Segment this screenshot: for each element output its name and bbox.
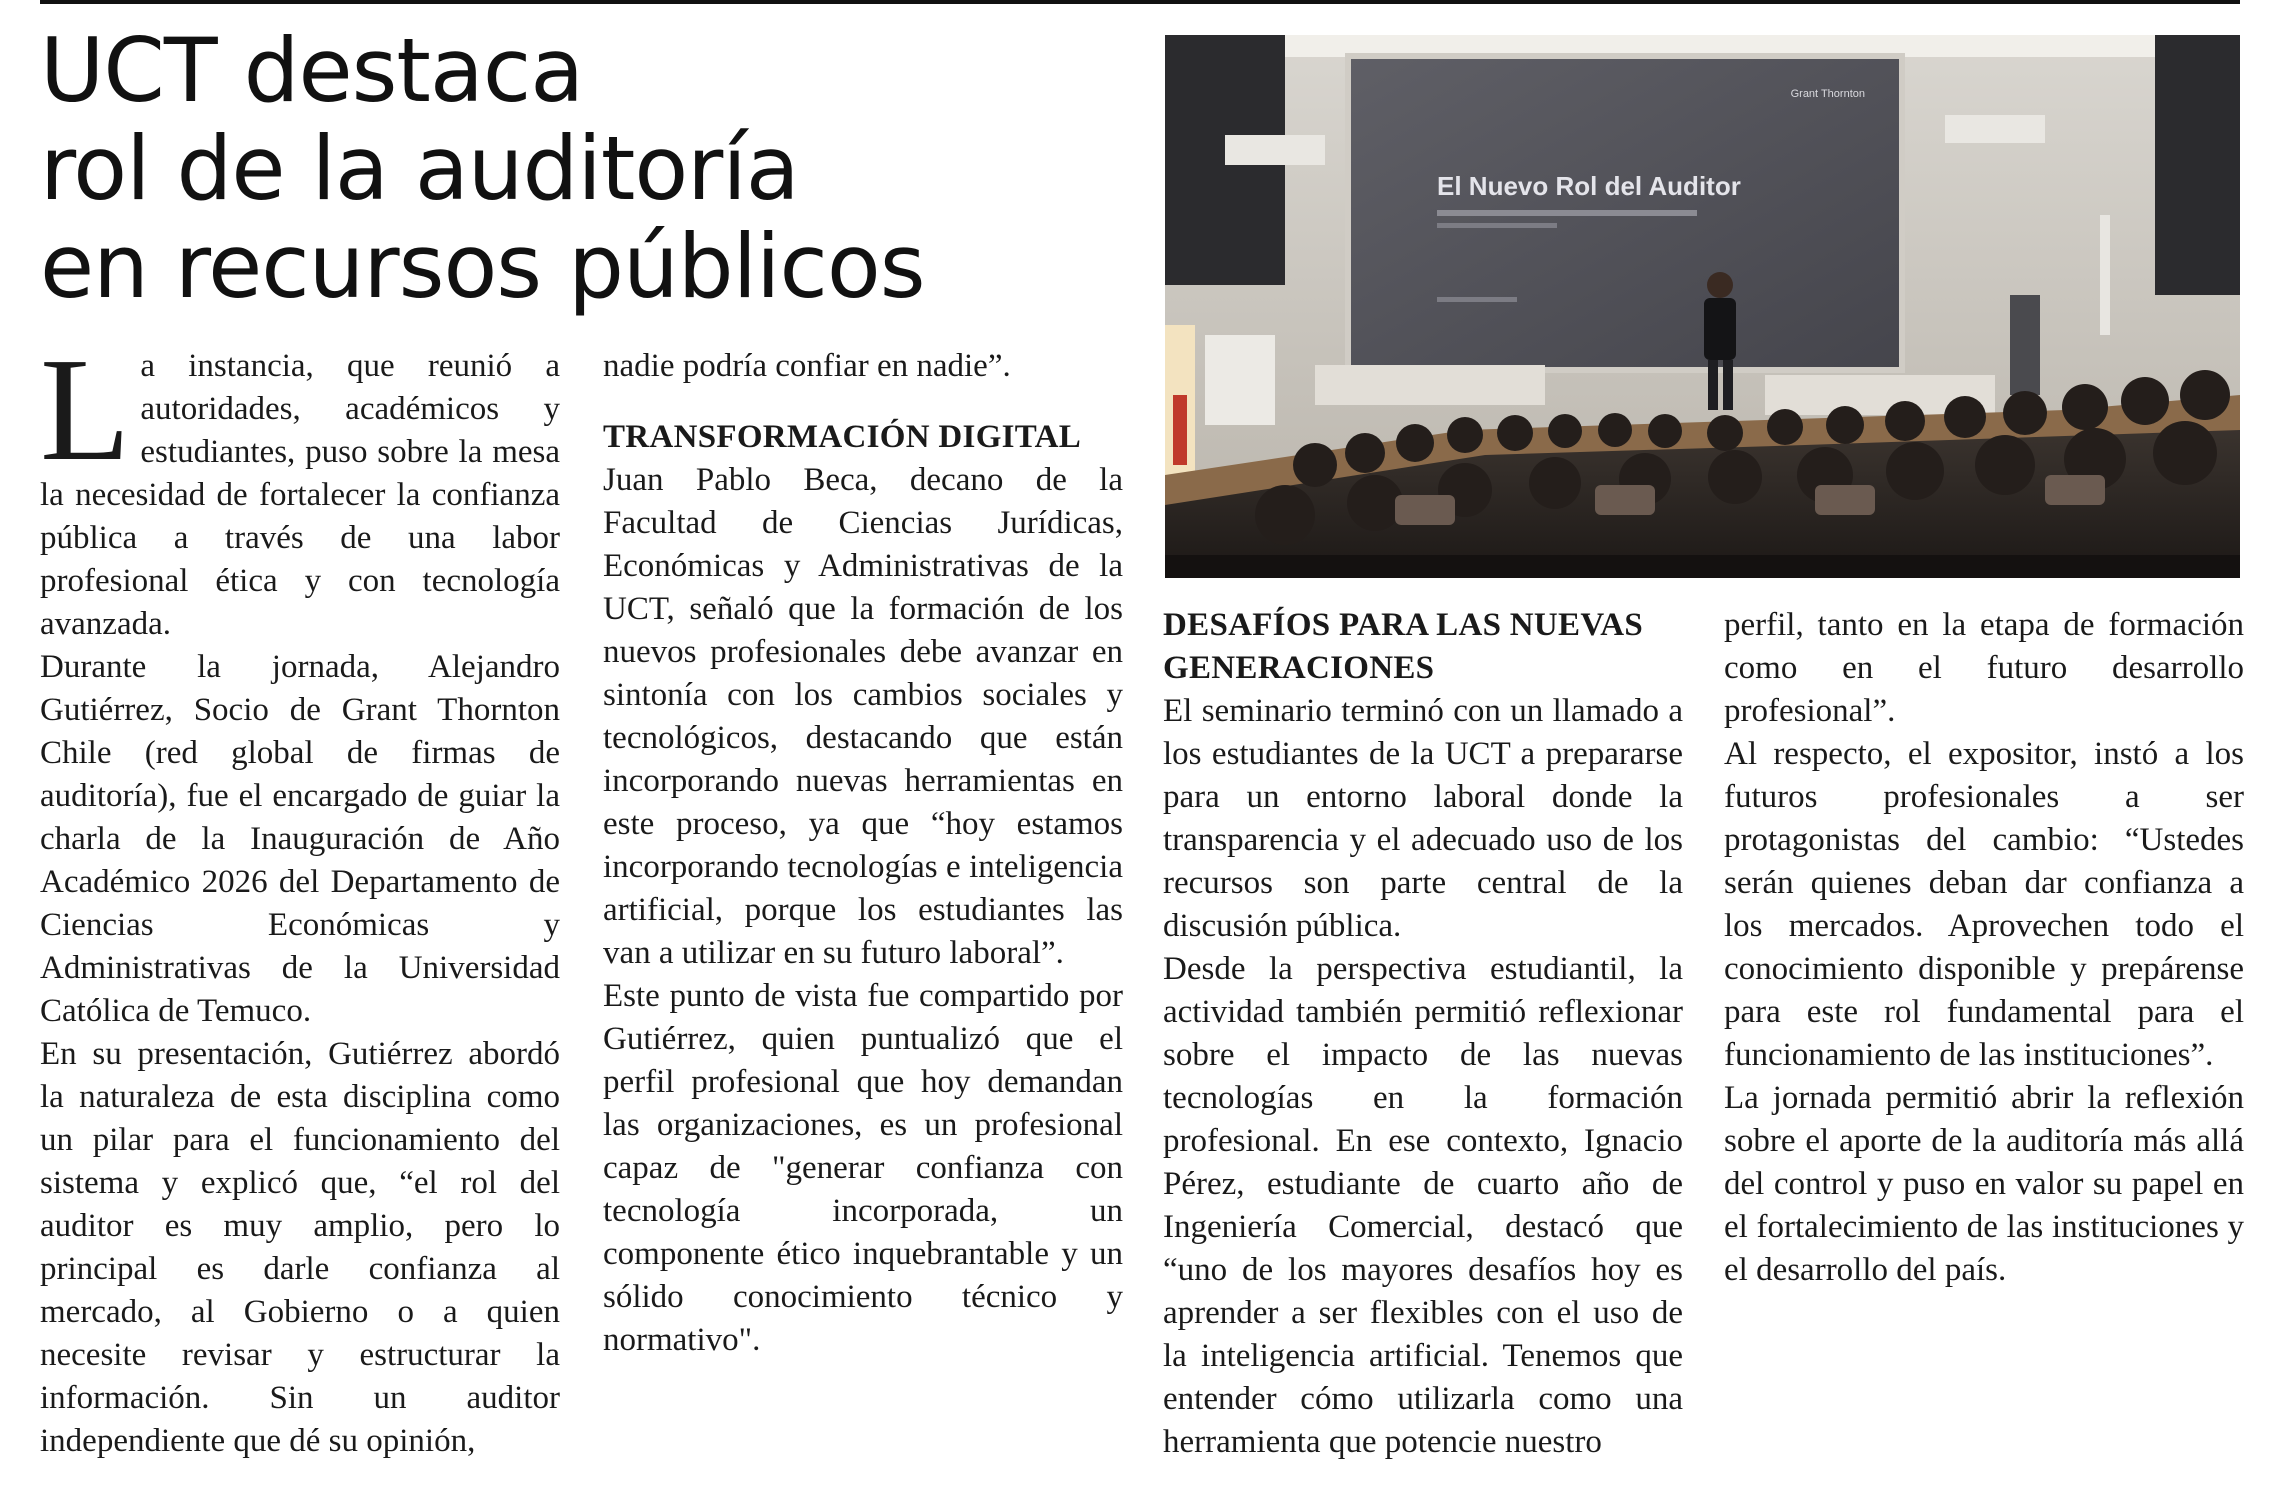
article-column-1 — [40, 328, 560, 1463]
screen-title: El Nuevo Rol del Auditor — [1437, 171, 1741, 201]
headline-line-2: rol de la auditoría — [40, 117, 799, 220]
lead-paragraph — [40, 328, 560, 646]
subhead-desafios: DESAFÍOS PARA LAS NUEVAS GENERACIONES — [1163, 607, 1644, 686]
subhead-transformacion-digital: TRANSFORMACIÓN DIGITAL — [603, 419, 1082, 455]
lead-text: a instancia, que reunió a autoridades, académicos y estudiantes, puso sobre la mesa la necesidad de fortalecer la confianza pública a través de una labor profesional ética y con tecnología avanzada. — [40, 348, 560, 642]
paragraph-7: Desde la perspectiva estudiantil, la actividad también permitió reflexionar sobre el impacto de las nuevas tecnologías en la formación profesional. En ese contexto, Ignacio Pérez, estudiante de cuarto año de Ingeniería Comercial, destacó que “uno de los mayores desafíos hoy es aprender a ser flexibles con el uso de la inteligencia artificial. Tenemos que entender cómo utilizarla como una herramienta que potencie nuestro — [1163, 951, 1683, 1460]
paragraph-8: Al respecto, el expositor, instó a los futuros profesionales a ser protagonistas del cambio: “Ustedes serán quienes deban dar confianza a los mercados. Aprovechen todo el conocimiento disponible y prepárense para este rol fundamental para el funcionamiento de las instituciones”. — [1724, 736, 2244, 1073]
headline-line-3: en recursos públicos — [40, 215, 925, 318]
top-rule — [40, 0, 2240, 4]
paragraph-4: Juan Pablo Beca, decano de la Facultad de Ciencias Jurídicas, Económicas y Administrativas de la UCT, señaló que la formación de los nuevos profesionales debe avanzar en sintonía con los cambios sociales y tecnológicos, destacando que están incorporando nuevas herramientas en este proceso, ya que “hoy estamos incorporando tecnologías e inteligencia artificial, porque los estudiantes las van a utilizar en su futuro laboral”. — [603, 462, 1123, 971]
article-column-4 — [1724, 604, 2244, 1292]
paragraph-7-continued: perfil, tanto en la etapa de formación como en el futuro desarrollo profesional”. — [1724, 607, 2244, 729]
paragraph-3-continued: nadie podría confiar en nadie”. — [603, 348, 1011, 384]
screen-brand: Grant Thornton — [1790, 88, 1865, 100]
drop-cap: L — [40, 328, 131, 492]
headline-line-1: UCT destaca — [40, 19, 584, 122]
seminar-photo-illustration — [1165, 35, 2240, 578]
paragraph-5: Este punto de vista fue compartido por Gutiérrez, quien puntualizó que el perfil profesional que hoy demandan las organizaciones, es un profesional capaz de "generar confianza con tecnología incorporada, un componente ético inquebrantable y un sólido conocimiento técnico y normativo". — [603, 978, 1123, 1358]
article-column-2 — [603, 345, 1123, 1362]
headline — [40, 19, 1140, 318]
article-column-3 — [1163, 604, 1683, 1464]
paragraph-3: En su presentación, Gutiérrez abordó la naturaleza de esta disciplina como un pilar para el funcionamiento del sistema y explicó que, “el rol del auditor es muy amplio, pero lo principal es darle confianza al mercado, al Gobierno o a quien necesite revisar y estructurar la información. Sin un auditor independiente que dé su opinión, — [40, 1036, 560, 1459]
seminar-photo — [1165, 35, 2240, 578]
paragraph-2: Durante la jornada, Alejandro Gutiérrez, Socio de Grant Thornton Chile (red global de firmas de auditoría), fue el encargado de guiar la charla de la Inauguración de Año Académico 2026 del Departamento de Ciencias Económicas y Administrativas de la Universidad Católica de Temuco. — [40, 649, 560, 1029]
paragraph-6: El seminario terminó con un llamado a los estudiantes de la UCT a prepararse para un entorno laboral donde la transparencia y el adecuado uso de los recursos son parte central de la discusión pública. — [1163, 693, 1683, 944]
paragraph-9: La jornada permitió abrir la reflexión sobre el aporte de la auditoría más allá del control y puso en valor su papel en el fortalecimiento de las instituciones y el desarrollo del país. — [1724, 1080, 2244, 1288]
